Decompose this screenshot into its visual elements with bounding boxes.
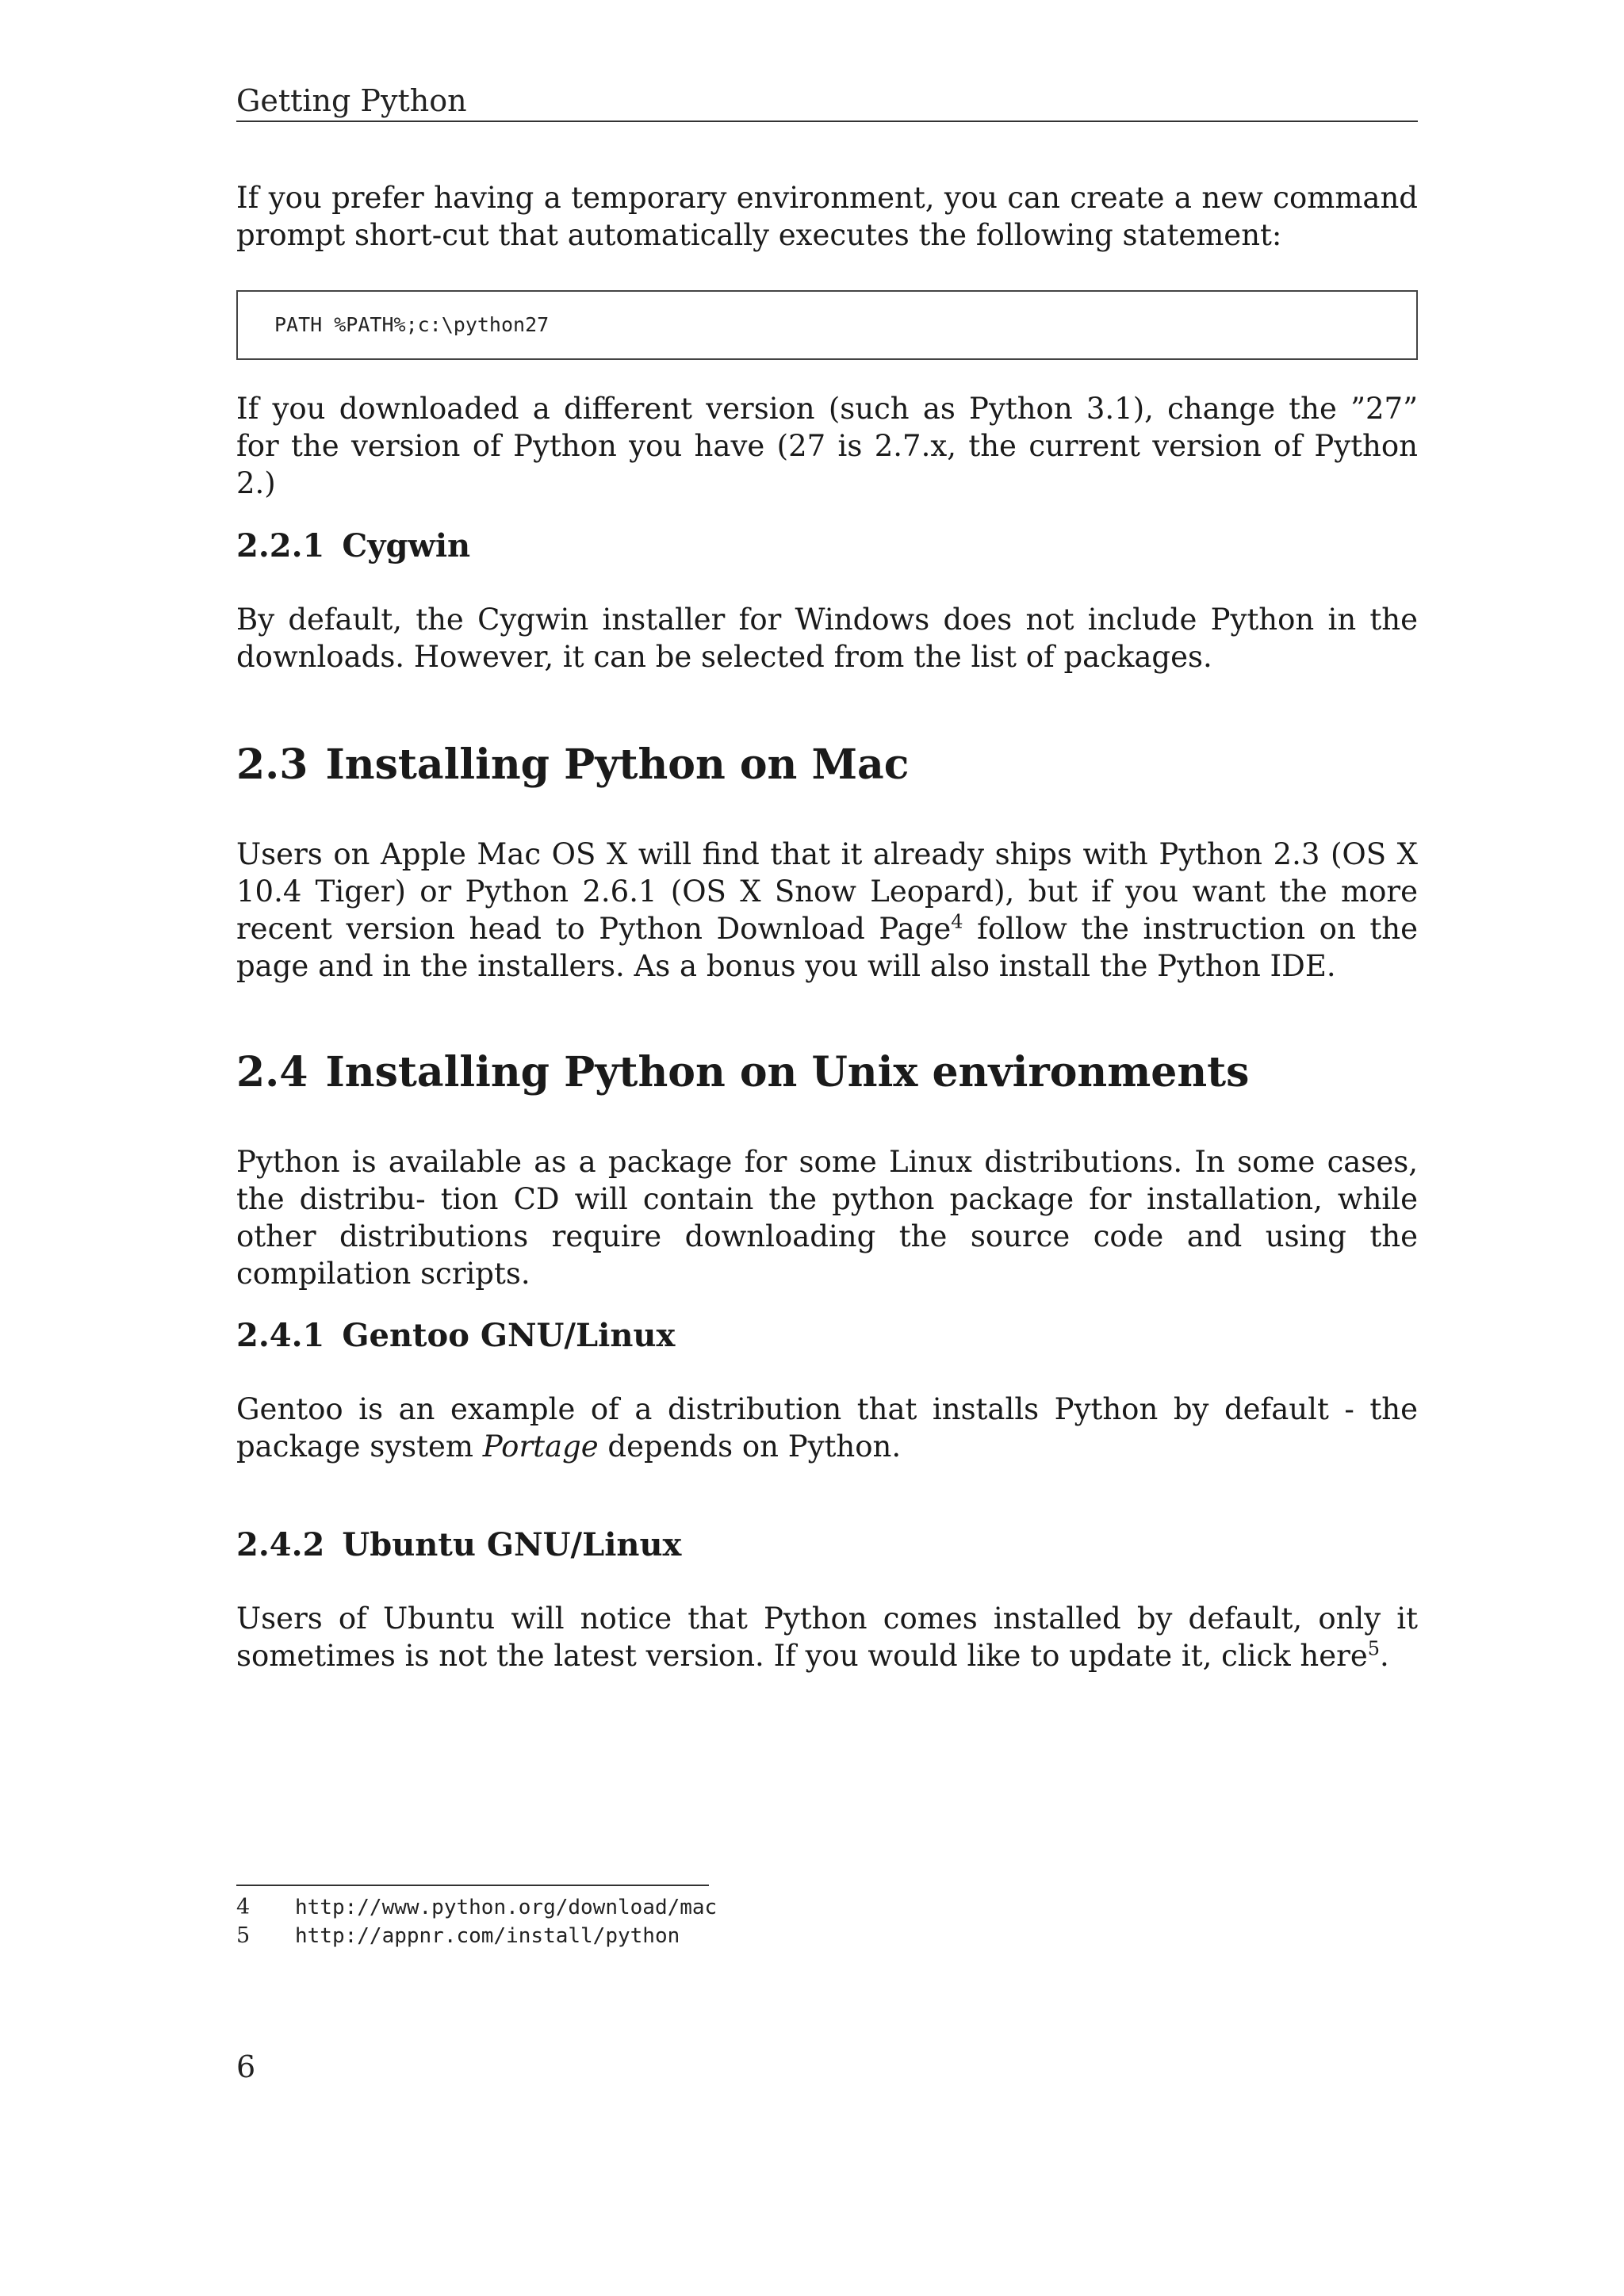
footnote-5 bbox=[236, 1922, 680, 1950]
mac-text-cont: follow the instruction on the page and in the installers. As a bonus you will also install the Python IDE. bbox=[236, 912, 1418, 983]
gentoo-text: Gentoo is an example of a distribution that installs Python by default - the package system bbox=[236, 1392, 1418, 1464]
heading-title: Ubuntu GNU/Linux bbox=[342, 1526, 682, 1563]
intro-paragraph: If you prefer having a temporary environment, you can create a new command prompt short-cut that automatically executes the following statement: bbox=[236, 181, 1418, 252]
heading-number: 2.4.1 bbox=[236, 1317, 325, 1354]
code-text: PATH %PATH%;c:\python27 bbox=[274, 313, 550, 336]
footnote-4 bbox=[236, 1893, 717, 1922]
heading-title: Installing Python on Unix environments bbox=[325, 1048, 1250, 1096]
heading-ubuntu bbox=[236, 1524, 681, 1567]
footnote-number: 4 bbox=[236, 1895, 251, 1919]
heading-number: 2.4.2 bbox=[236, 1526, 325, 1563]
header-rule bbox=[236, 121, 1418, 122]
mac-paragraph bbox=[236, 836, 1418, 985]
heading-title: Gentoo GNU/Linux bbox=[342, 1317, 676, 1354]
heading-title: Cygwin bbox=[342, 527, 471, 564]
heading-unix bbox=[236, 1047, 1249, 1099]
gentoo-text-cont: depends on Python. bbox=[598, 1429, 902, 1464]
heading-cygwin bbox=[236, 525, 470, 568]
page-number: 6 bbox=[236, 2049, 256, 2084]
footnote-number: 5 bbox=[236, 1923, 251, 1948]
heading-mac bbox=[236, 739, 909, 791]
footnote-ref-5[interactable]: 5 bbox=[1367, 1637, 1381, 1660]
heading-number: 2.3 bbox=[236, 740, 308, 789]
gentoo-paragraph bbox=[236, 1391, 1418, 1465]
footnote-rule bbox=[236, 1885, 709, 1886]
ubuntu-paragraph bbox=[236, 1600, 1418, 1674]
portage-term: Portage bbox=[482, 1429, 599, 1464]
heading-number: 2.2.1 bbox=[236, 527, 325, 564]
heading-number: 2.4 bbox=[236, 1048, 308, 1096]
ubuntu-text: Users of Ubuntu will notice that Python comes installed by default, only it sometimes is not the latest version. If you would like to update it, click here bbox=[236, 1601, 1418, 1673]
running-head: Getting Python bbox=[236, 83, 467, 118]
footnote-ref-4[interactable]: 4 bbox=[951, 910, 963, 933]
code-block bbox=[236, 290, 1418, 360]
version-paragraph: If you downloaded a different version (such as Python 3.1), change the ”27” for the version of Python you have (27 is 2.7.x, the current version of Python 2.) bbox=[236, 392, 1418, 500]
heading-title: Installing Python on Mac bbox=[325, 740, 910, 789]
unix-paragraph: Python is available as a package for some Linux distributions. In some cases, the distribu- tion CD will contain the python package for installation, while other distributions require downloading the source code and using the compilation scripts. bbox=[236, 1145, 1418, 1291]
mac-text: Users on Apple Mac OS X will find that it already ships with Python 2.3 (OS X 10.4 Tiger) or Python 2.6.1 (OS X Snow Leopard), but if you want the more recent version head to Python Download Page bbox=[236, 837, 1418, 946]
ubuntu-text-cont: . bbox=[1380, 1639, 1389, 1673]
heading-gentoo bbox=[236, 1314, 675, 1357]
cygwin-paragraph: By default, the Cygwin installer for Windows does not include Python in the downloads. However, it can be selected from the list of packages. bbox=[236, 603, 1418, 674]
footnote-link[interactable]: http://appnr.com/install/python bbox=[295, 1924, 680, 1948]
footnote-link[interactable]: http://www.python.org/download/mac bbox=[295, 1896, 718, 1919]
